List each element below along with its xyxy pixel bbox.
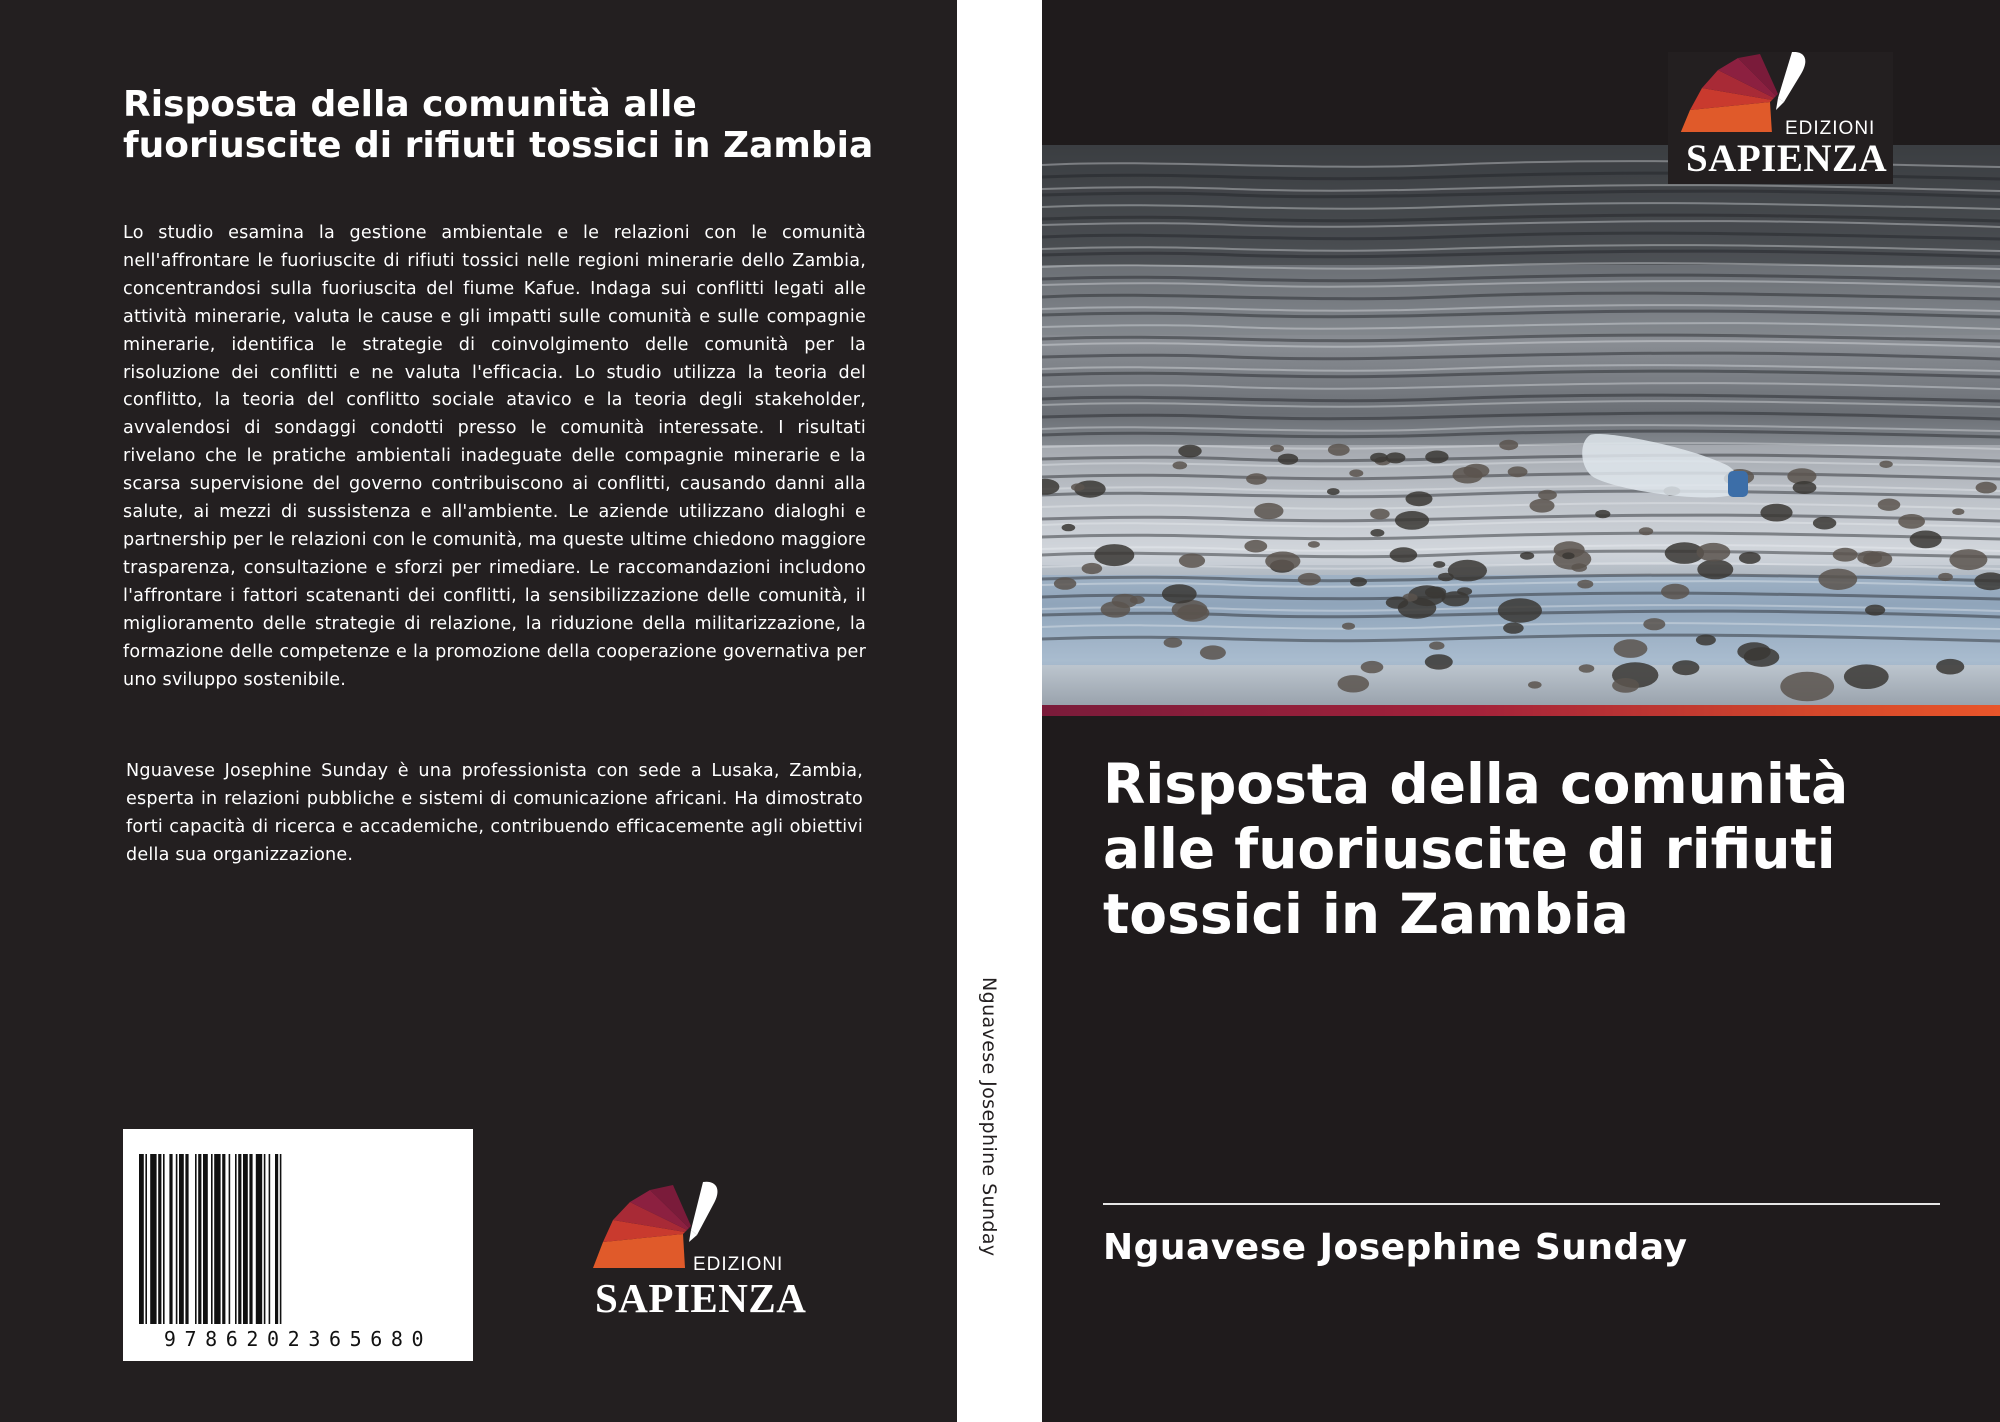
title-divider [1103, 1203, 1940, 1205]
publisher-logo-line1: EDIZIONI [693, 1254, 784, 1275]
back-cover-title: Risposta della comunità alle fuoriuscite di rifiuti tossici in Zambia [123, 84, 874, 166]
publisher-logo-line1: EDIZIONI [1785, 118, 1876, 139]
isbn-barcode [123, 1129, 473, 1361]
publisher-logo-line2: SAPIENZA [1686, 137, 1888, 180]
back-cover-blurb: Lo studio esamina la gestione ambientale e le relazioni con le comunità nell'affrontare le fuoriuscite di rifiuti tossici nelle regioni minerarie dello Zambia, concentrandosi sulla fuoriuscita del fiume Kafue. Indaga sui conflitti legati alle attività minerarie, valuta le cause e gli impatti sulle comunità e sulle compagnie minerarie, identifica le strategie di coinvolgimento delle comunità per la risoluzione dei conflitti e ne valuta l'efficacia. Lo studio utilizza la teoria del conflitto, la teoria del conflitto sociale atavico e la teoria degli stakeholder, avvalendosi di sondaggi condotti presso le comunità interessate. I risultati rivelano che le pratiche ambientali inadeguate delle compagnie minerarie e la scarsa supervisione del governo contribuiscono ai conflitti, causando danni alla salute, ai mezzi di sussistenza e all'ambiente. Le aziende utilizzano dialoghi e partnership per le relazioni con le comunità, ma queste ultime chiedono maggiore trasparenza, consultazione e sforzi per rimediare. Le raccomandazioni includono l'affrontare i fattori scatenanti dei conflitti, la sensibilizzazione delle comunità, il miglioramento delle strategie di relazione, la riduzione della militarizzazione, la formazione delle competenze e la promozione della cooperazione governativa per uno sviluppo sostenibile. [123, 223, 866, 690]
publisher-logo-back [585, 1180, 807, 1321]
water-pebbles-image [1042, 145, 2000, 705]
cover-photo [1042, 145, 2000, 705]
front-cover-title: Risposta della comunità alle fuoriuscite di rifiuti tossici in Zambia [1103, 752, 1849, 946]
publisher-logo-front [1668, 52, 1893, 184]
publisher-logo-line2: SAPIENZA [595, 1275, 807, 1321]
barcode-bars [139, 1154, 457, 1324]
accent-stripe [1042, 705, 2000, 716]
front-cover-author: Nguavese Josephine Sunday [1103, 1227, 1688, 1268]
author-bio: Nguavese Josephine Sunday è una professionista con sede a Lusaka, Zambia, esperta in relazioni pubbliche e sistemi di comunicazione africani. Ha dimostrato forti capacità di ricerca e accademiche, contribuendo efficacemente agli obiettivi della sua organizzazione. [126, 761, 863, 865]
spine-author: Nguavese Josephine Sunday [978, 977, 1000, 1257]
isbn-digits: 9786202365680 [163, 1327, 433, 1351]
